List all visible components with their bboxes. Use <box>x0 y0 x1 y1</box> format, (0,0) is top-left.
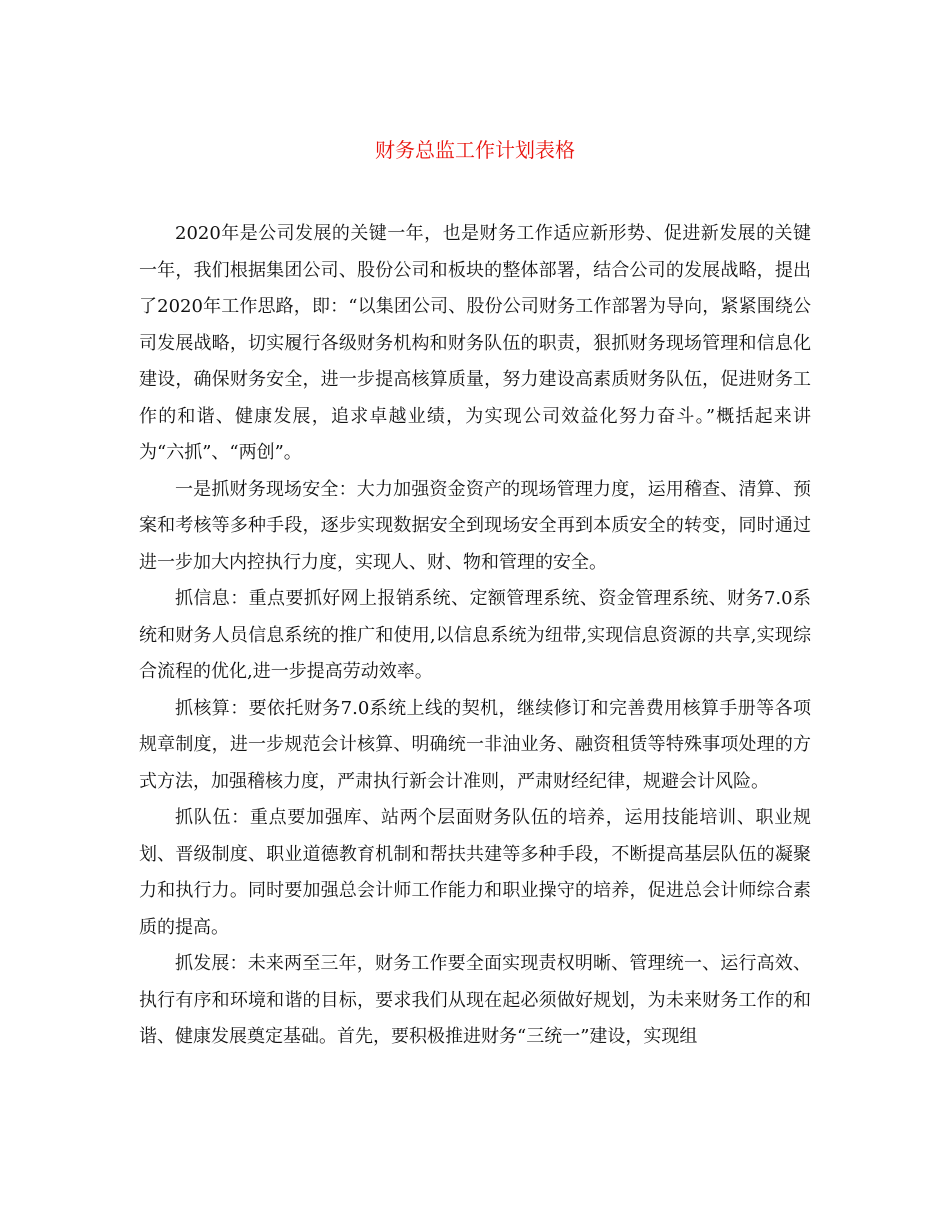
paragraph-team: 抓队伍：重点要加强库、站两个层面财务队伍的培养，运用技能培训、职业规划、晋级制度、职业道德教育机制和帮扶共建等多种手段，不断提高基层队伍的凝聚力和执行力。同时要加强总会计师工作能力和职业操守的培养，促进总会计师综合素质的提高。 <box>139 807 811 938</box>
paragraph-development: 抓发展：未来两至三年，财务工作要全面实现责权明晰、管理统一、运行高效、执行有序和环境和谐的目标，要求我们从现在起必须做好规划，为未来财务工作的和谐、健康发展奠定基础。首先，要积极推进财务“三统一”建设，实现组 <box>139 953 811 1047</box>
document-body <box>139 216 811 1056</box>
paragraph-intro: 2020年是公司发展的关键一年，也是财务工作适应新形势、促进新发展的关键一年，我们根据集团公司、股份公司和板块的整体部署，结合公司的发展战略，提出了2020年工作思路，即：“以集团公司、股份公司财务工作部署为导向，紧紧围绕公司发展战略，切实履行各级财务机构和财务队伍的职责，狠抓财务现场管理和信息化建设，确保财务安全，进一步提高核算质量，努力建设高素质财务队伍，促进财务工作的和谐、健康发展，追求卓越业绩，为实现公司效益化努力奋斗。”概括起来讲为“六抓”、“两创”。 <box>139 223 811 463</box>
paragraph-information: 抓信息：重点要抓好网上报销系统、定额管理系统、资金管理系统、财务7.0系统和财务人员信息系统的推广和使用,以信息系统为纽带,实现信息资源的共享,实现综合流程的优化,进一步提高劳动效率。 <box>139 588 811 682</box>
document-title: 财务总监工作计划表格 <box>375 138 575 162</box>
paragraph-site-safety: 一是抓财务现场安全：大力加强资金资产的现场管理力度，运用稽查、清算、预案和考核等多种手段，逐步实现数据安全到现场安全再到本质安全的转变，同时通过进一步加大内控执行力度，实现人、财、物和管理的安全。 <box>139 478 811 573</box>
paragraph-accounting: 抓核算：要依托财务7.0系统上线的契机，继续修订和完善费用核算手册等各项规章制度，进一步规范会计核算、明确统一非油业务、融资租赁等特殊事项处理的方式方法，加强稽核力度，严肃执行新会计准则，严肃财经纪律，规避会计风险。 <box>139 697 811 792</box>
